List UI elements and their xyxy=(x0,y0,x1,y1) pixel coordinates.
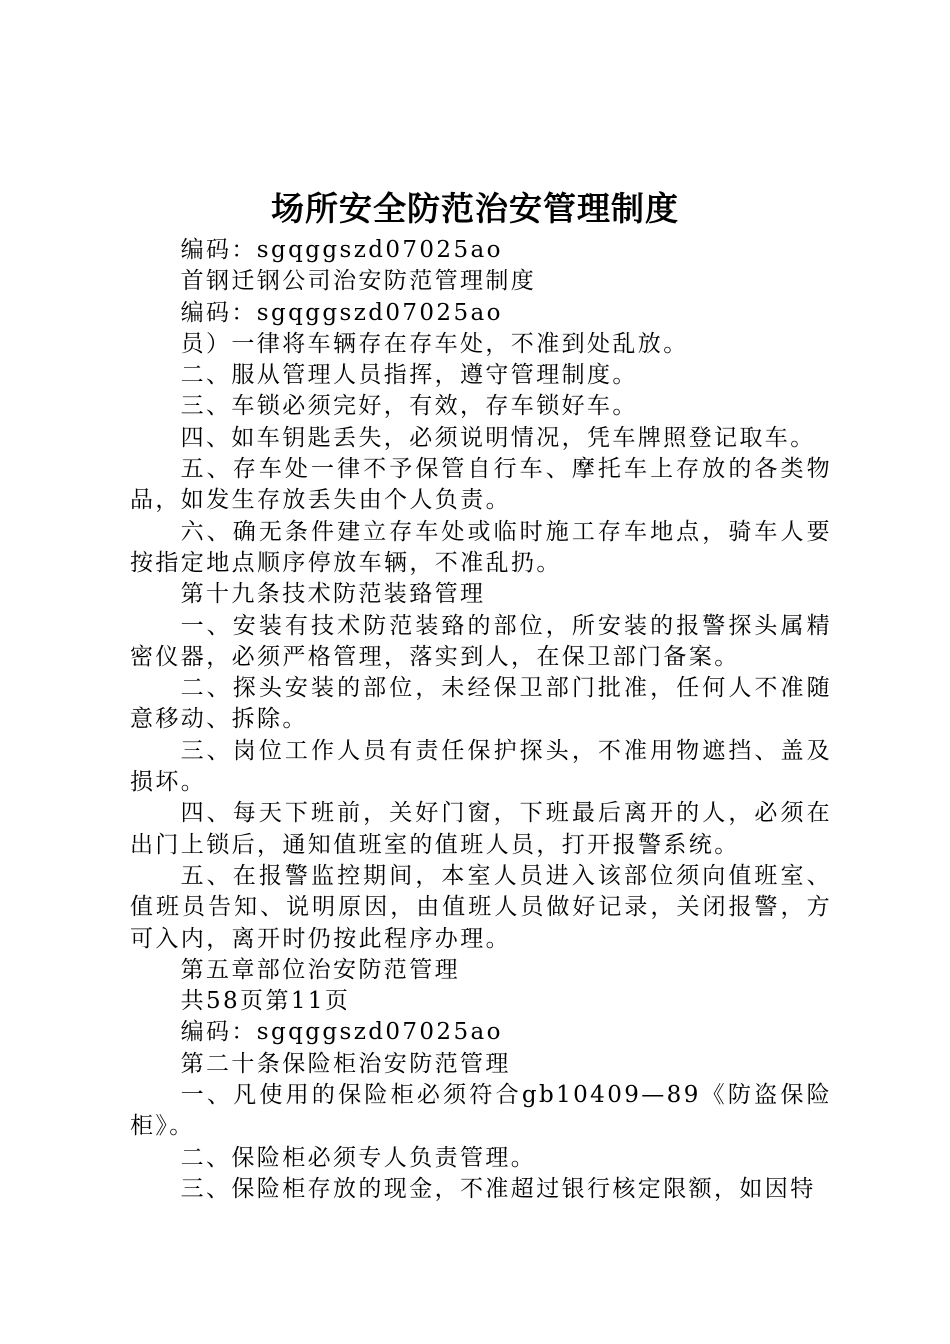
paragraph: 五、存车处一律不予保管自行车、摩托车上存放的各类物品，如发生存放丢失由个人负责。 xyxy=(130,456,832,514)
paragraph: 三、保险柜存放的现金，不准超过银行核定限额，如因特 xyxy=(180,1175,816,1202)
paragraph: 编码：sgqggszd07025ao xyxy=(180,237,503,263)
paragraph: 二、服从管理人员指挥，遵守管理制度。 xyxy=(180,362,638,389)
paragraph: 六、确无条件建立存车处或临时施工存车地点，骑车人要按指定地点顺序停放车辆，不准乱扔。 xyxy=(130,518,832,576)
paragraph: 五、在报警监控期间，本室人员进入该部位须向值班室、值班员告知、说明原因，由值班人员做好记录，关闭报警，方可入内，离开时仍按此程序办理。 xyxy=(130,862,832,952)
section-heading: 第十九条技术防范装臵管理 xyxy=(180,581,486,608)
paragraph: 三、车锁必须完好，有效，存车锁好车。 xyxy=(180,393,638,420)
paragraph: 一、凡使用的保险柜必须符合gb10409—89《防盗保险柜》。 xyxy=(130,1082,832,1140)
section-heading: 第二十条保险柜治安防范管理 xyxy=(180,1050,511,1077)
paragraph: 四、如车钥匙丢失，必须说明情况，凭车牌照登记取车。 xyxy=(180,424,816,451)
paragraph: 三、岗位工作人员有责任保护探头，不准用物遮挡、盖及损坏。 xyxy=(130,737,832,796)
paragraph: 首钢迁钢公司治安防范管理制度 xyxy=(180,268,537,295)
document-title: 场所安全防范治安管理制度 xyxy=(271,189,679,228)
chapter-heading: 第五章部位治安防范管理 xyxy=(180,956,460,983)
paragraph: 编码：sgqggszd07025ao xyxy=(180,1019,503,1046)
paragraph: 员）一律将车辆存在存车处，不准到处乱放。 xyxy=(180,330,689,357)
paragraph: 编码：sgqggszd07025ao xyxy=(180,299,503,326)
paragraph: 二、探头安装的部位，未经保卫部门批准，任何人不准随意移动、拆除。 xyxy=(130,675,832,733)
paragraph: 一、安装有技术防范装臵的部位，所安装的报警探头属精密仪器，必须严格管理，落实到人，在保卫部门备案。 xyxy=(130,612,832,670)
document-body xyxy=(130,235,832,1205)
paragraph: 二、保险柜必须专人负责管理。 xyxy=(180,1144,537,1171)
paragraph: 四、每天下班前，关好门窗，下班最后离开的人，必须在出门上锁后，通知值班室的值班人员，打开报警系统。 xyxy=(130,800,832,858)
page-counter: 共58页第11页 xyxy=(180,988,351,1015)
